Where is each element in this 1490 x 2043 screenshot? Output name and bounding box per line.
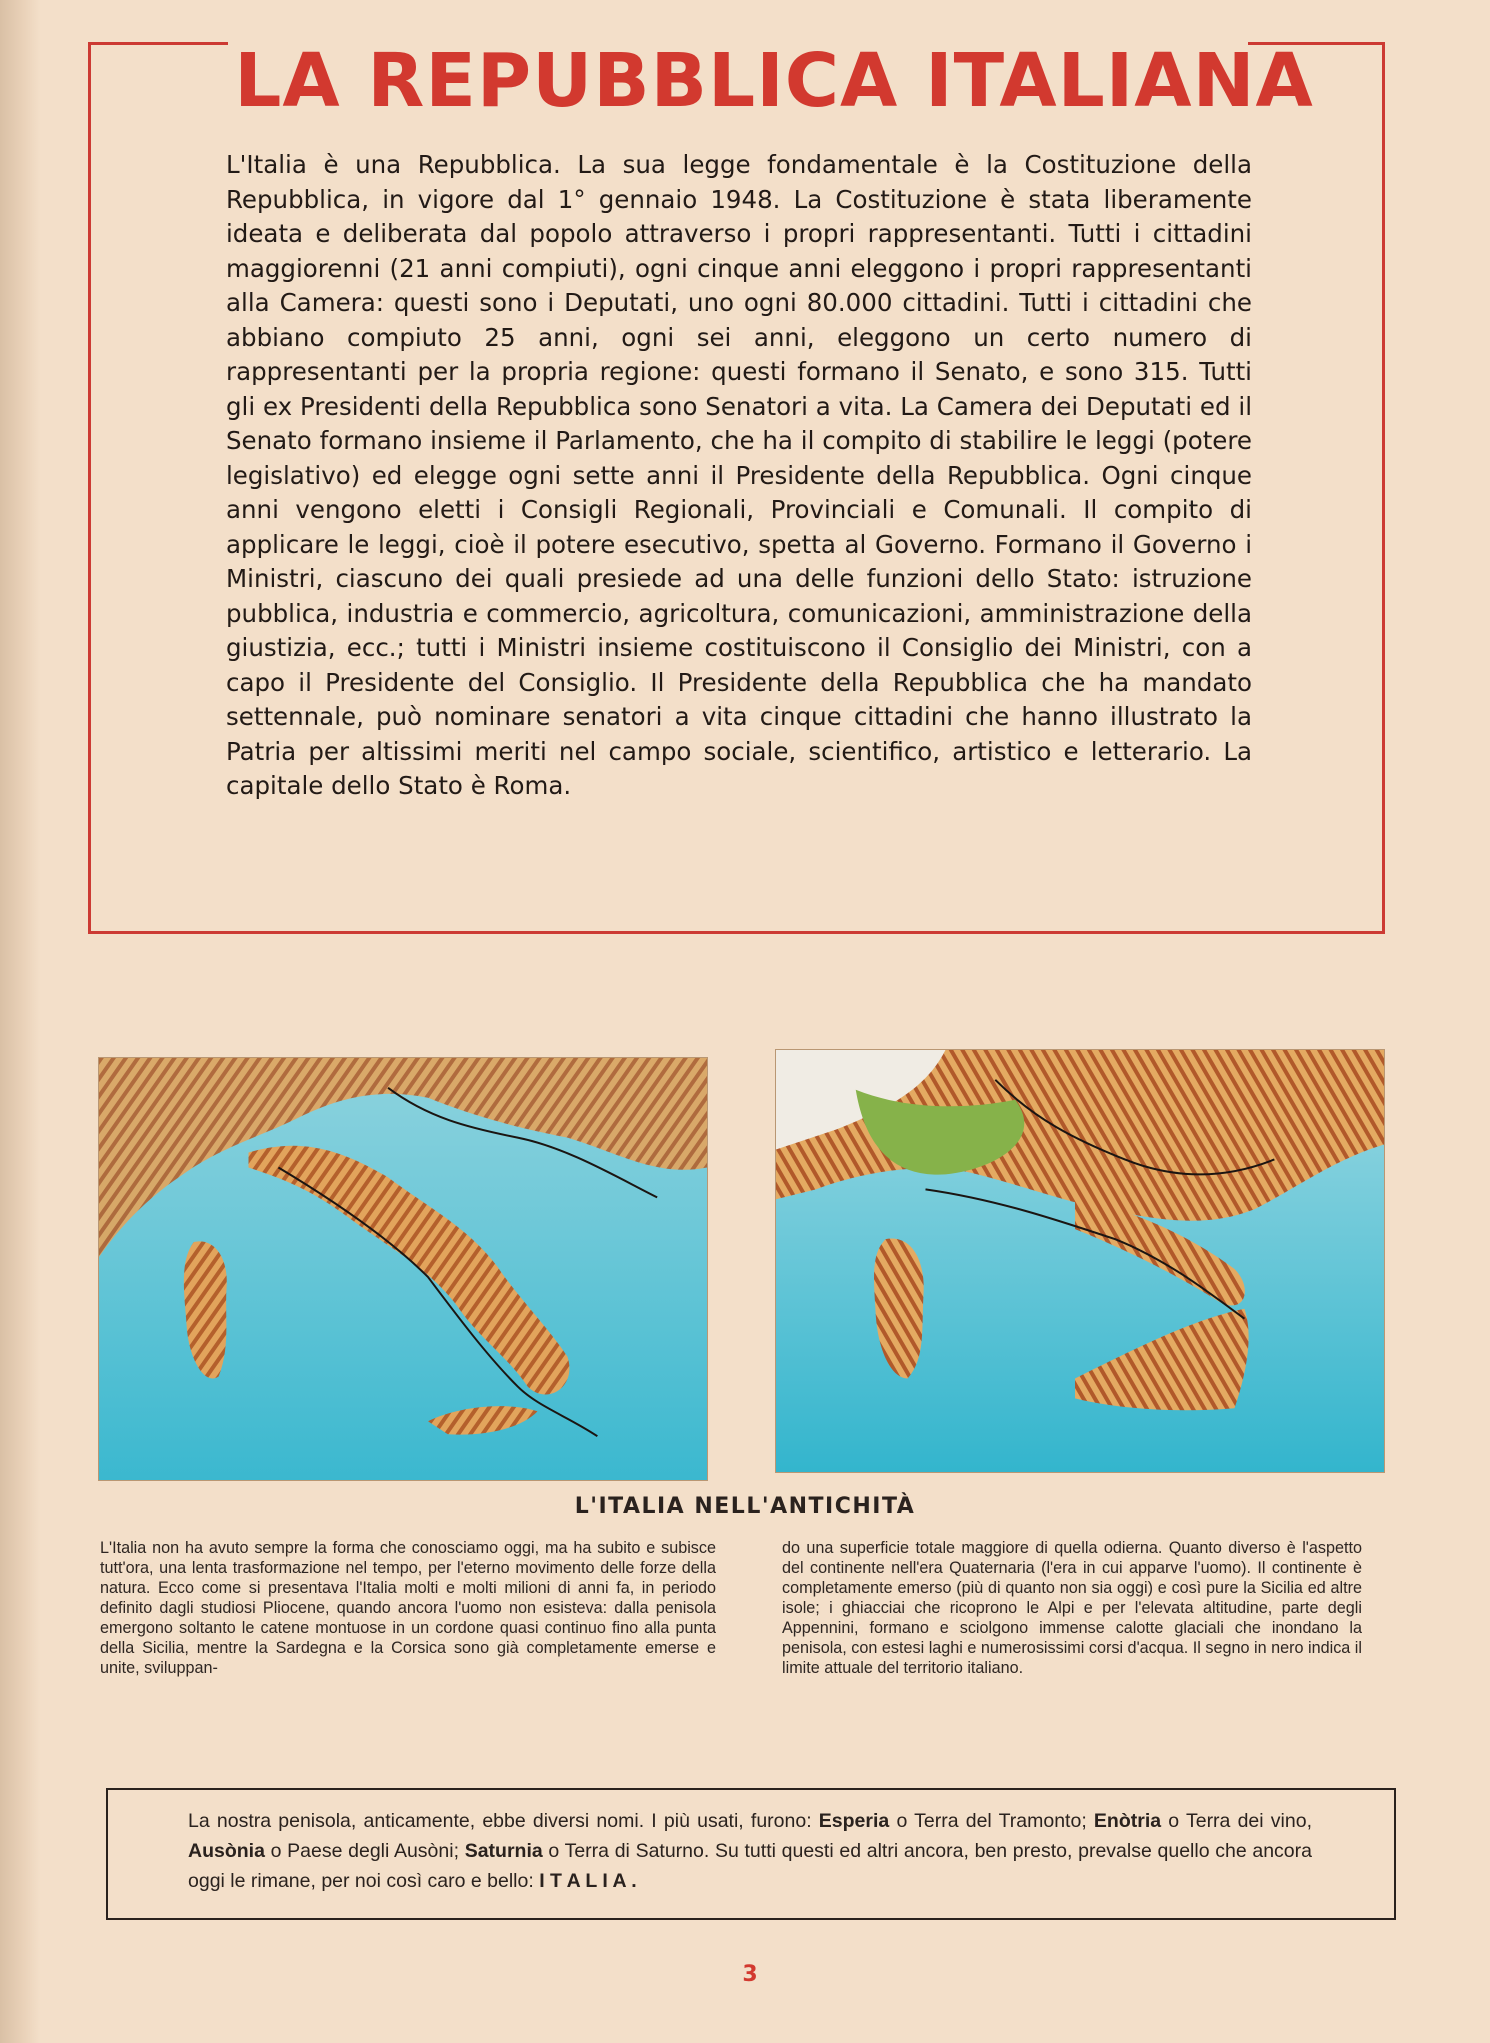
section-subtitle: L'ITALIA NELL'ANTICHITÀ bbox=[574, 1494, 916, 1519]
page-number: 3 bbox=[742, 1962, 758, 1987]
note-text-3: o Terra dei vino, bbox=[1161, 1810, 1312, 1832]
note-name-ausonia: Ausònia bbox=[188, 1840, 265, 1862]
intro-paragraph: L'Italia è una Repubblica. La sua legge fondamentale è la Costituzione della Repubblica, in vigore dal 1° gennaio 1948. La Costituzione è stata liberamente ideata e deliberata dal popolo attraverso i propri rappresentanti. Tutti i cittadini maggiorenni (21 anni compiuti), ogni cinque anni eleggono i propri rappresentanti alla Camera: questi sono i Deputati, uno ogni 80.000 cittadini. Tutti i cittadini che abbiano compiuto 25 anni, ogni sei anni, eleggono un certo numero di rappresentanti per la propria regione: questi formano il Senato, e sono 315. Tutti gli ex Presidenti della Repubblica sono Senatori a vita. La Camera dei Deputati ed il Senato formano insieme il Parlamento, che ha il compito di stabilire le leggi (potere legislativo) ed elegge ogni sette anni il Presidente della Repubblica. Ogni cinque anni vengono eletti i Consigli Regionali, Provinciali e Comunali. Il compito di applicare le leggi, cioè il potere esecutivo, spetta al Governo. Formano il Governo i Ministri, ciascuno dei quali presiede ad una delle funzioni dello Stato: istruzione pubblica, industria e commercio, agricoltura, comunicazioni, amministrazione della giustizia, ecc.; tutti i Ministri insieme costituiscono il Consiglio dei Ministri, con a capo il Presidente del Consiglio. Il Presidente della Repubblica che ha mandato settennale, può nominare senatori a vita cinque cittadini che hanno illustrato la Patria per altissimi meriti nel campo sociale, scientifico, artistico e letterario. La capitale dello Stato è Roma. bbox=[226, 150, 1252, 800]
note-text-2: o Terra del Tramonto; bbox=[889, 1810, 1094, 1832]
text-column-left: L'Italia non ha avuto sempre la forma che conosciamo oggi, ma ha subito e subisce tutt'ora, una lenta trasformazione nel tempo, per l'eterno movimento delle forze della natura. Ecco come si presentava l'Italia molti e molti milioni di anni fa, in periodo definito dagli studiosi Pliocene, quando ancora l'uomo non esisteva: dalla penisola emergono soltanto le catene montuose in un cordone quasi continuo fino alla punta della Sicilia, mentre la Sardegna e la Corsica sono già completamente emerse e unite, sviluppan- bbox=[100, 1539, 716, 1677]
note-name-saturnia: Saturnia bbox=[464, 1840, 543, 1862]
note-paragraph bbox=[188, 1806, 1312, 1896]
note-text-1: La nostra penisola, anticamente, ebbe diversi nomi. I più usati, furono: bbox=[188, 1810, 819, 1832]
map-quaternary-icon bbox=[775, 1049, 1385, 1473]
text-column-right: do una superficie totale maggiore di quella odierna. Quanto diverso è l'aspetto del continente nell'era Quaternaria (l'era in cui apparve l'uomo). Il continente è completamente emerso (più di quanto non sia oggi) e così pure la Sicilia ed altre isole; i ghiacciai che ricoprono le Alpi e per l'elevata altitudine, parte degli Appennini, formano e sciolgono immense calotte glaciali che inondano la penisola, con estesi laghi e numerosissimi corsi d'acqua. Il segno in nero indica il limite attuale del territorio italiano. bbox=[782, 1539, 1362, 1677]
page-title: LA REPUBBLICA ITALIANA bbox=[234, 38, 1314, 124]
note-text-5: o Terra di Saturno. Su tutti questi ed altri ancora, ben presto, prevalse quello che ancora oggi le rimane, per noi così caro e bello: bbox=[188, 1840, 1312, 1892]
note-name-enotria: Enòtria bbox=[1093, 1810, 1162, 1832]
note-name-esperia: Esperia bbox=[818, 1810, 890, 1832]
note-name-italia: I T A L I A . bbox=[539, 1870, 637, 1892]
map-pliocene-icon bbox=[98, 1057, 708, 1481]
page-binding-shadow bbox=[0, 0, 40, 2043]
note-text-4: o Paese degli Ausòni; bbox=[264, 1840, 465, 1862]
